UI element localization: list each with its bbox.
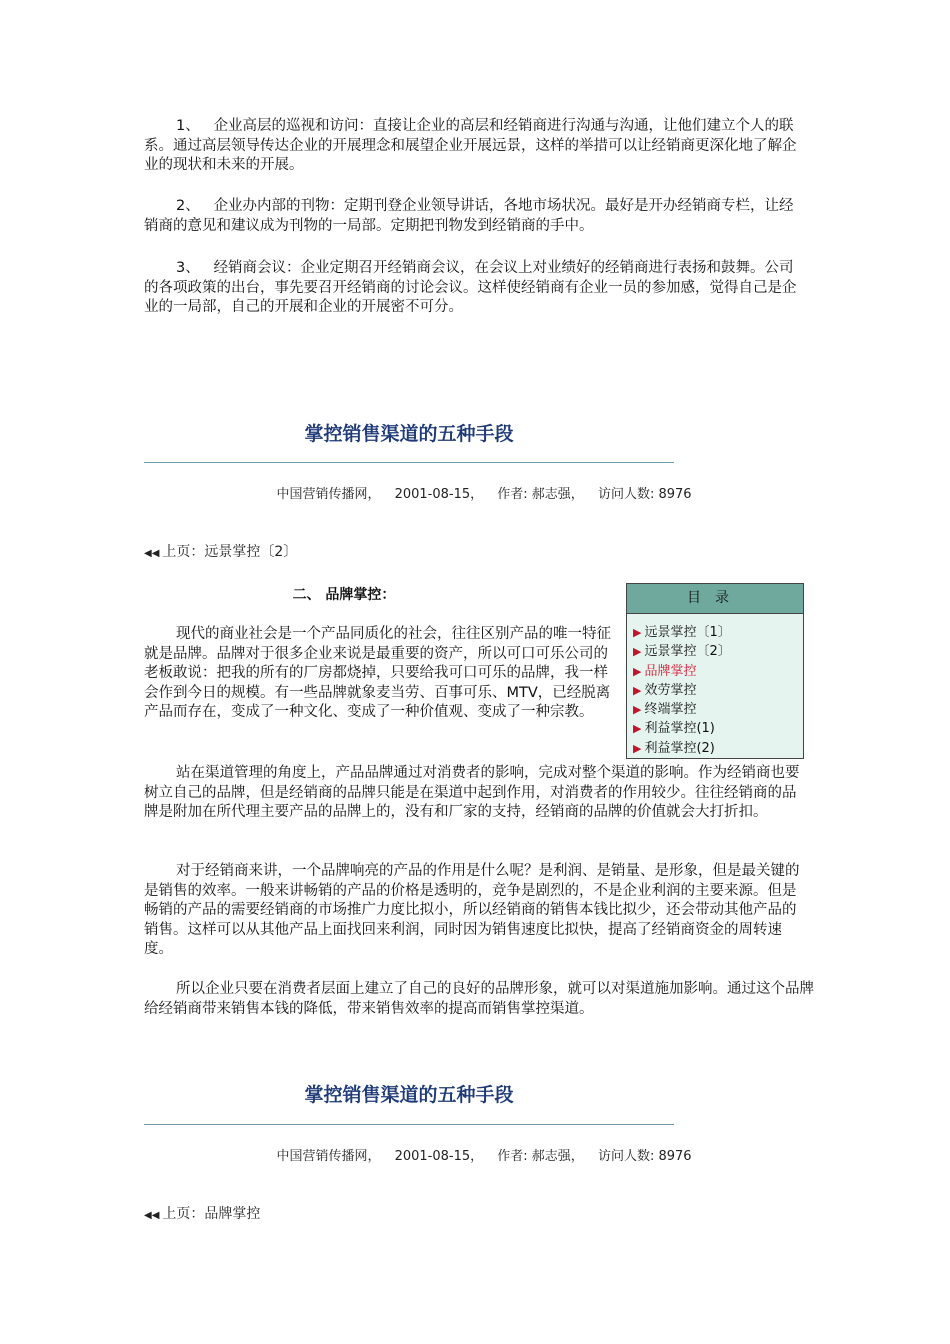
- triangle-right-icon: ▶: [633, 741, 642, 755]
- meta-source: 中国营销传播网，: [276, 487, 381, 502]
- intro-item-number: 1、: [176, 118, 200, 134]
- toc-item[interactable]: ▶ 终端掌控: [633, 702, 697, 718]
- article-meta: [144, 1145, 824, 1164]
- title-divider: [144, 462, 674, 463]
- article-title: 掌控销售渠道的五种手段: [304, 423, 514, 445]
- article-meta: [144, 483, 824, 502]
- toc-item[interactable]: ▶ 利益掌控(2): [633, 740, 715, 756]
- table-of-contents: [626, 583, 804, 759]
- toc-list: [627, 614, 803, 758]
- meta-author: 作者: 郝志强，: [497, 487, 584, 502]
- rewind-icon: ◀◀: [144, 1210, 160, 1221]
- meta-visits: 访问人数: 8976: [597, 1149, 692, 1164]
- toc-item[interactable]: ▶ 效劳掌控: [633, 682, 697, 698]
- section-heading: 二、 品牌掌控：: [292, 587, 396, 603]
- prev-page-label: 上页：远景掌控〔2〕: [162, 544, 298, 560]
- intro-item-3: [144, 259, 804, 318]
- meta-author: 作者: 郝志强，: [497, 1149, 584, 1164]
- article-paragraph: 现代的商业社会是一个产品同质化的社会，往往区别产品的唯一特征就是品牌。品牌对于很多企业来说是最重要的资产，所以可口可乐公司的老板敢说：把我的所有的厂房都烧掉，只要给我可口可乐的品牌，我一样会作到今日的规模。有一些品牌就象麦当劳、百事可乐、MTV，已经脱离产品而存在，变成了一种文化、变成了一种价值观、变成了一种宗教。: [144, 626, 611, 720]
- prev-page-link[interactable]: [144, 541, 297, 561]
- article-paragraph: 站在渠道管理的角度上，产品品牌通过对消费者的影响，完成对整个渠道的影响。作为经销商也要树立自己的品牌，但是经销商的品牌只能是在渠道中起到作用，对消费者的作用较少。往往经销商的品牌是附加在所代理主要产品的品牌上的，没有和厂家的支持，经销商的品牌的价值就会大打折扣。: [144, 765, 800, 820]
- rewind-icon: ◀◀: [144, 548, 160, 559]
- toc-item[interactable]: ▶ 远景掌控〔1〕: [633, 625, 731, 640]
- triangle-right-icon: ▶: [633, 683, 642, 697]
- toc-item[interactable]: ▶ 远景掌控〔2〕: [633, 644, 731, 660]
- triangle-right-icon: ▶: [633, 645, 642, 659]
- meta-date: 2001-08-15，: [394, 1149, 484, 1164]
- title-divider: [144, 1124, 674, 1125]
- intro-item-text: 企业办内部的刊物：定期刊登企业领导讲话，各地市场状况。最好是开办经销商专栏，让经销商的意见和建议成为刊物的一局部。定期把刊物发到经销商的手中。: [144, 198, 794, 234]
- triangle-right-icon: ▶: [633, 626, 642, 639]
- intro-item-number: 3、: [176, 260, 200, 276]
- article-paragraph: 所以企业只要在消费者层面上建立了自己的良好的品牌形象，就可以对渠道施加影响。通过这个品牌给经销商带来销售本钱的降低，带来销售效率的提高而销售掌控渠道。: [144, 981, 814, 1017]
- triangle-right-icon: ▶: [633, 664, 642, 678]
- triangle-right-icon: ▶: [633, 722, 642, 736]
- toc-heading: 目录: [627, 584, 803, 614]
- meta-date: 2001-08-15，: [394, 487, 484, 502]
- prev-page-link[interactable]: [144, 1203, 260, 1223]
- article-paragraph: 对于经销商来讲，一个品牌响亮的产品的作用是什么呢？是利润、是销量、是形象，但是最关键的是销售的效率。一般来讲畅销的产品的价格是透明的，竞争是剧烈的，不是企业利润的主要来源。但是畅销的产品的需要经销商的市场推广力度比拟小，所以经销商的销售本钱比拟少，还会带动其他产品的销售。这样可以从其他产品上面找回来利润，同时因为销售速度比拟快，提高了经销商资金的周转速度。: [144, 863, 800, 957]
- toc-item-active[interactable]: ▶ 品牌掌控: [633, 663, 697, 679]
- intro-item-text: 企业高层的巡视和访问：直接让企业的高层和经销商进行沟通与沟通，让他们建立个人的联系。通过高层领导传达企业的开展理念和展望企业开展远景，这样的举措可以让经销商更深化地了解企业的现状和未来的开展。: [144, 118, 797, 173]
- intro-item-1: [144, 117, 804, 176]
- meta-source: 中国营销传播网，: [276, 1149, 381, 1164]
- intro-item-number: 2、: [176, 198, 200, 214]
- meta-visits: 访问人数: 8976: [597, 487, 692, 502]
- toc-item[interactable]: ▶ 利益掌控(1): [633, 721, 715, 737]
- intro-item-2: [144, 197, 804, 236]
- prev-page-label: 上页：品牌掌控: [162, 1206, 261, 1222]
- article-title: 掌控销售渠道的五种手段: [304, 1084, 514, 1106]
- triangle-right-icon: ▶: [633, 703, 642, 717]
- intro-item-text: 经销商会议：企业定期召开经销商会议，在会议上对业绩好的经销商进行表扬和鼓舞。公司的各项政策的出台，事先要召开经销商的讨论会议。这样使经销商有企业一员的参加感，觉得自己是企业的一局部，自己的开展和企业的开展密不可分。: [144, 260, 797, 315]
